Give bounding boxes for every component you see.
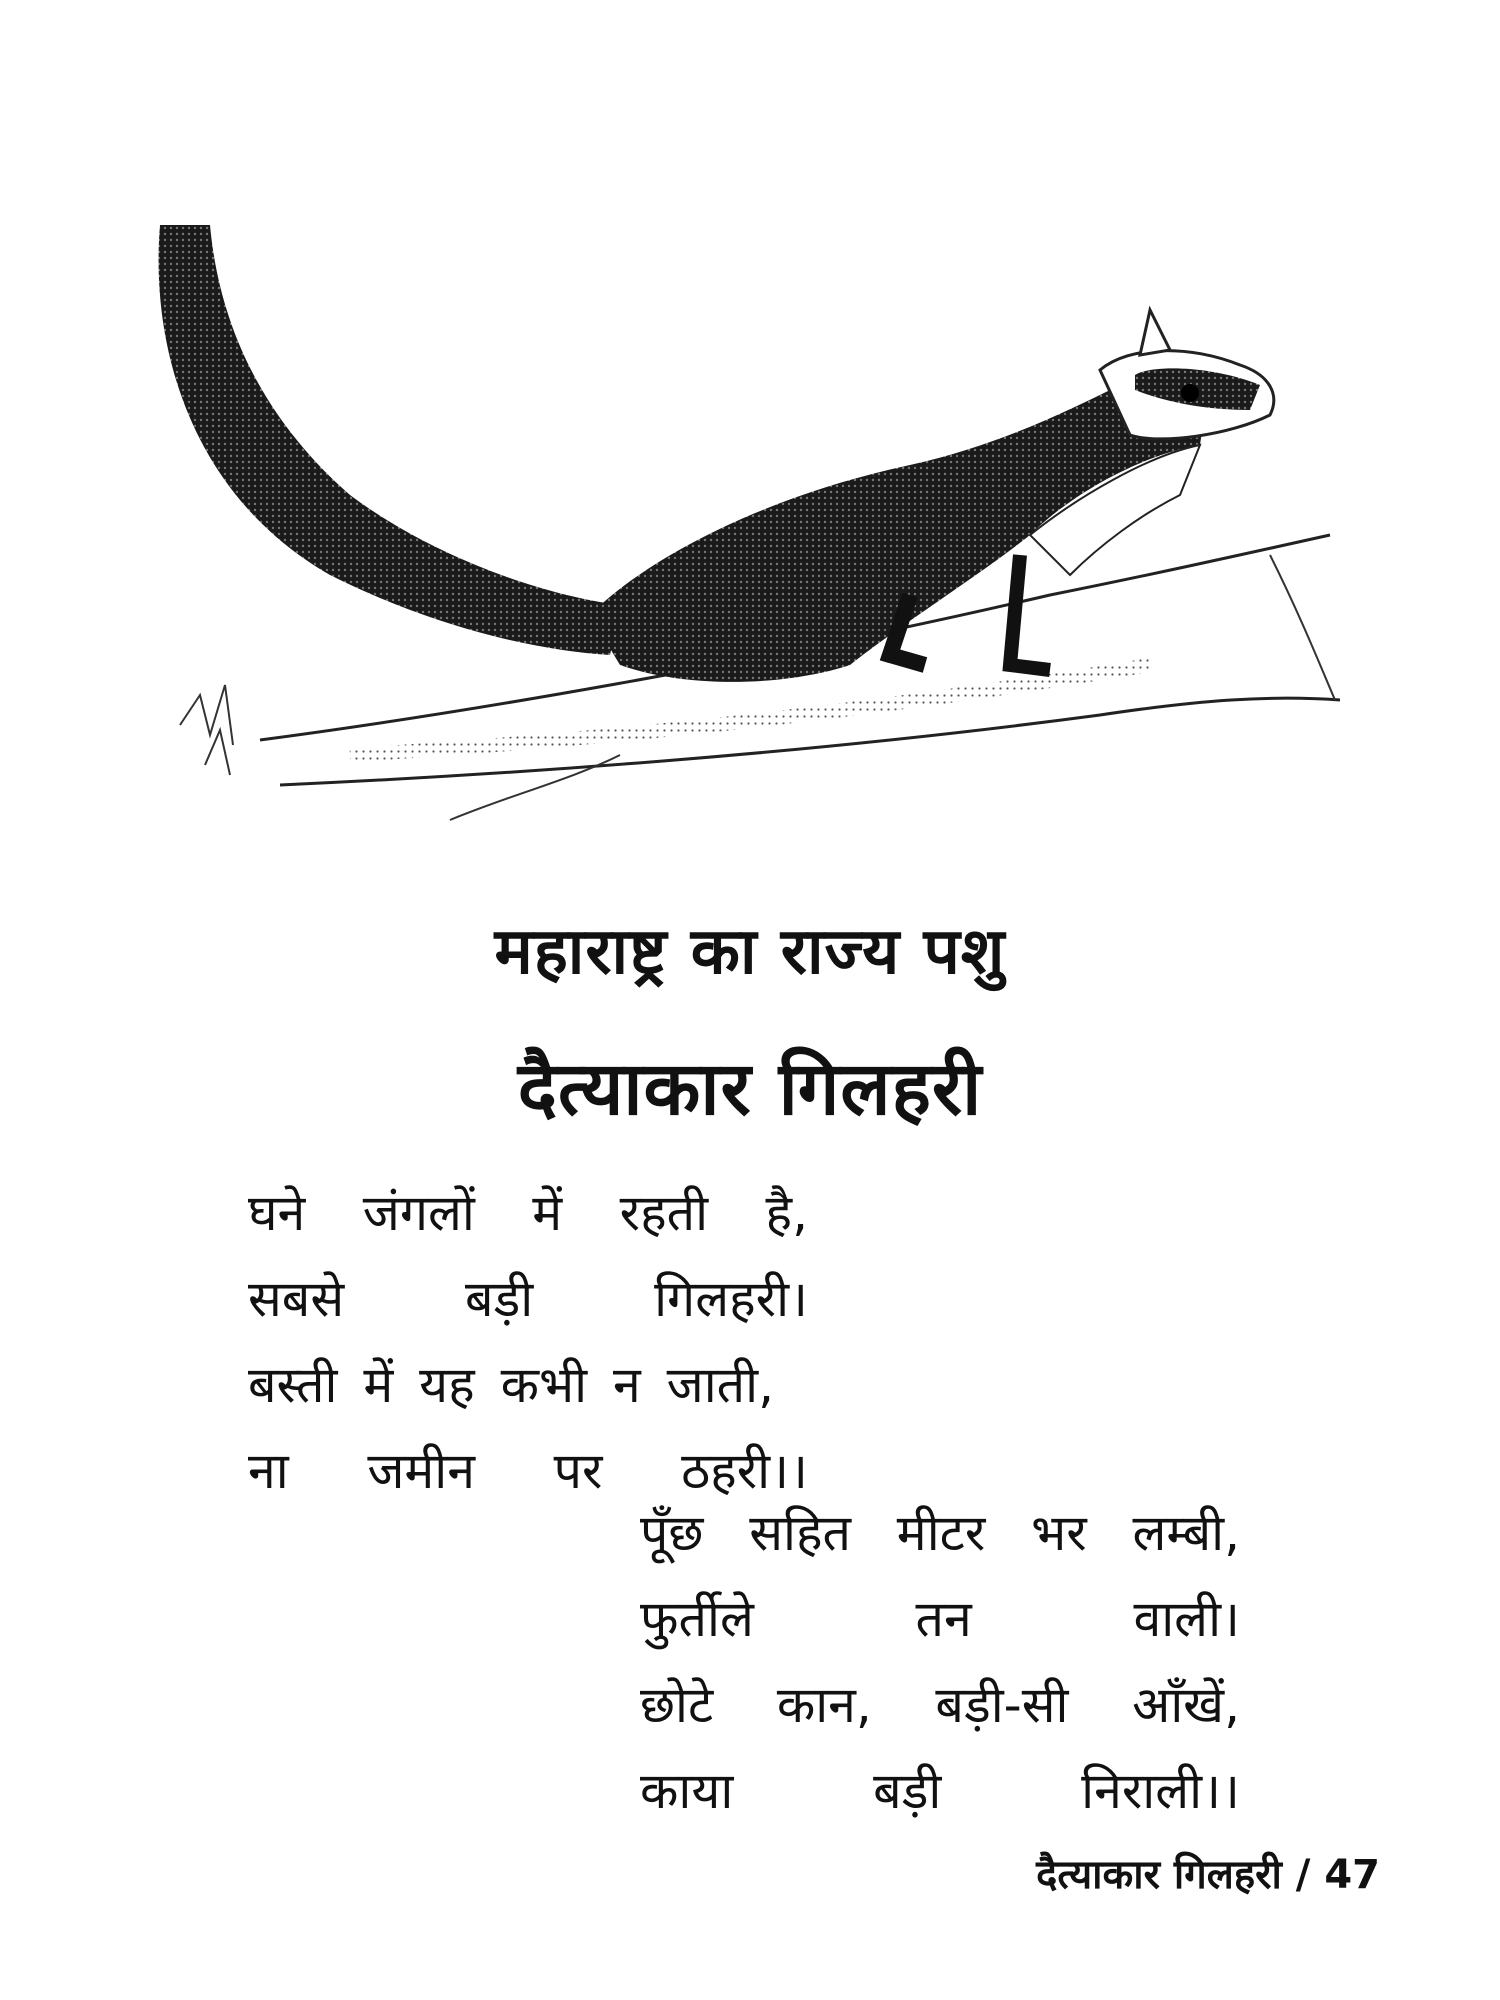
verse-word: बड़ी-सी <box>935 1676 1069 1734</box>
verse-word: सबसे <box>248 1270 345 1328</box>
verse-word: कान, <box>776 1676 872 1734</box>
verse-line <box>640 1748 1240 1834</box>
verse-word: घने <box>248 1184 306 1242</box>
verse-word: पूँछ <box>640 1504 704 1562</box>
stanza-1 <box>248 1170 808 1514</box>
verse-word: ना <box>248 1442 289 1500</box>
verse-word: जमीन <box>367 1442 476 1500</box>
stanza-2 <box>640 1490 1240 1834</box>
page-title: दैत्याकार गिलहरी <box>517 1046 983 1132</box>
verse-word: निराली।। <box>1081 1762 1240 1820</box>
verse-line <box>248 1342 808 1428</box>
verse-line <box>248 1170 808 1256</box>
verse-word: ठहरी।। <box>681 1442 808 1500</box>
verse-word: रहती <box>619 1184 709 1242</box>
verse-word: जंगलों <box>362 1184 475 1242</box>
verse-word: है, <box>765 1184 808 1242</box>
verse-word: सहित <box>749 1504 852 1562</box>
verse-word: पर <box>553 1442 603 1500</box>
verse-word: काया <box>640 1762 734 1820</box>
verse-line <box>248 1256 808 1342</box>
verse-word: तन <box>915 1590 972 1648</box>
verse-word: भर <box>1031 1504 1087 1562</box>
subtitle: महाराष्ट्र का राज्य पशु <box>494 915 1006 989</box>
verse-word: आँखें, <box>1132 1676 1240 1734</box>
verse-word: बड़ी <box>465 1270 534 1328</box>
giant-squirrel-illustration <box>150 195 1360 825</box>
verse-line <box>640 1662 1240 1748</box>
footer-chapter-title: दैत्याकार गिलहरी <box>1036 1852 1282 1898</box>
verse-word: में <box>532 1184 563 1242</box>
verse-word: छोटे <box>640 1676 714 1734</box>
verse-word: मीटर <box>896 1504 986 1562</box>
verse-line <box>640 1490 1240 1576</box>
verse-word: गिलहरी। <box>654 1270 808 1328</box>
verse-word: वाली। <box>1133 1590 1240 1648</box>
verse-line <box>640 1576 1240 1662</box>
verse-word: फुर्तीले <box>640 1590 754 1648</box>
page-footer <box>1036 1845 1380 1900</box>
footer-separator: / <box>1295 1852 1311 1898</box>
verse-word: लम्बी, <box>1132 1504 1240 1562</box>
page-number: 47 <box>1324 1852 1380 1898</box>
verse-word: बड़ी <box>873 1762 942 1820</box>
verse-word: बस्ती में यह कभी न जाती, <box>248 1356 775 1414</box>
